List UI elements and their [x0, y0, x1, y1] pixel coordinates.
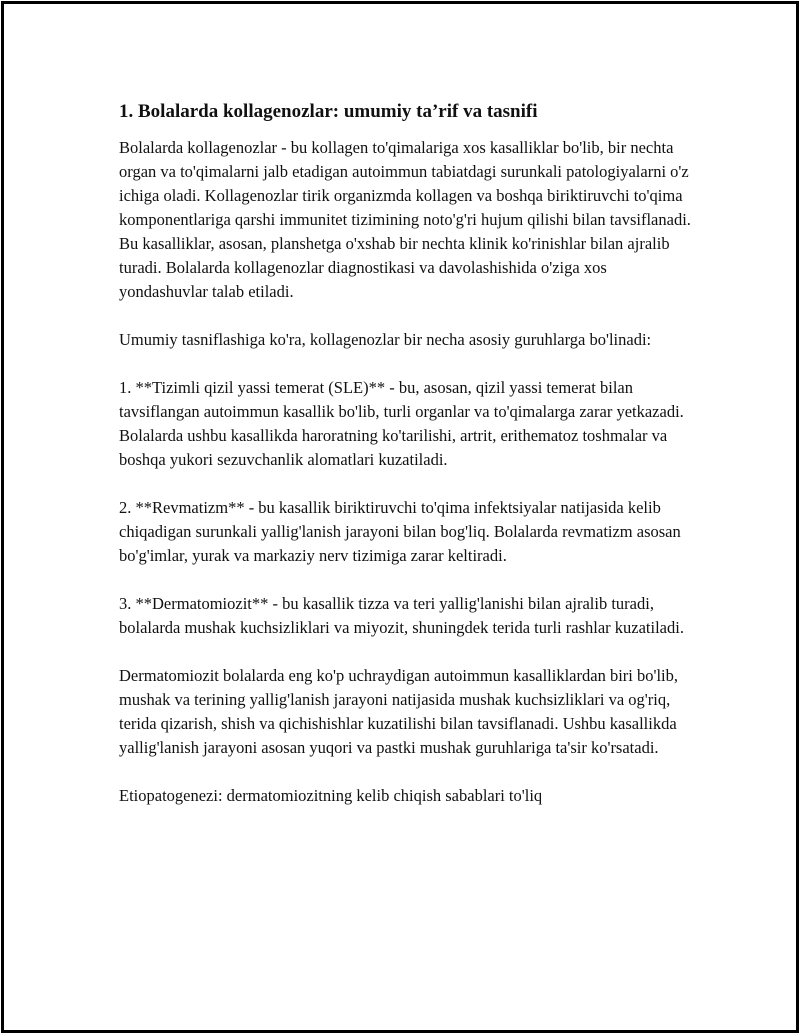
page-frame — [1, 1, 799, 1033]
paragraph-etiopathogenesis: Etiopatogenezi: dermatomiozitning kelib chiqish sabablari to'liq — [119, 786, 543, 805]
paragraph-rheumatism: 2. **Revmatizm** - bu kasallik biriktiruvchi to'qima infektsiyalar natijasida kelib chiqadigan surunkali yallig'lanish jarayoni bilan bog'liq. Bolalarda revmatizm asosan bo'g'imlar, yurak va markaziy nerv tizimiga zarar keltiradi. — [119, 498, 681, 565]
paragraph-sle: 1. **Tizimli qizil yassi temerat (SLE)** - bu, asosan, qizil yassi temerat bilan tavsiflangan autoimmun kasallik bo'lib, turli organlar va to'qimalarga zarar yetkazadi. Bolalarda ushbu kasallikda haroratning ko'tarilishi, artrit, erithematoz toshmalar va boshqa yukori sezuvchanlik alomatlari kuzatiladi. — [119, 378, 684, 469]
paragraph-classification: Umumiy tasniflashiga ko'ra, kollagenozlar bir necha asosiy guruhlarga bo'linadi: — [119, 330, 652, 349]
paragraph-dermatomyositis-details: Dermatomiozit bolalarda eng ko'p uchraydigan autoimmun kasalliklardan biri bo'lib, mushak va terining yallig'lanish jarayoni natijasida mushak kuchsizliklari va og'riq, terida qizarish, shish va qichishishlar kuzatilishi bilan tavsiflanadi. Ushbu kasallikda yallig'lanish jarayoni asosan yuqori va pastki mushak guruhlariga ta'sir ko'rsatadi. — [119, 666, 679, 757]
paragraph-dermatomyositis: 3. **Dermatomiozit** - bu kasallik tizza va teri yallig'lanishi bilan ajralib turadi, bolalarda mushak kuchsizliklari va miyozit, shuningdek terida turli rashlar kuzatiladi. — [119, 594, 684, 637]
document-body — [119, 100, 699, 808]
paragraph-intro: Bolalarda kollagenozlar - bu kollagen to'qimalariga xos kasalliklar bo'lib, bir nechta organ va to'qimalarni jalb etadigan autoimmun tabiatdagi surunkali patologiyalarni o'z ichiga oladi. Kollagenozlar tirik organizmda kollagen va boshqa biriktiruvchi to'qima komponentlariga qarshi immunitet tizimining noto'g'ri hujum qilishi bilan tavsiflanadi. Bu kasalliklar, asosan, planshetga o'xshab bir nechta klinik ko'rinishlar bilan ajralib turadi. Bolalarda kollagenozlar diagnostikasi va davolashishida o'ziga xos yondashuvlar talab etiladi. — [119, 138, 691, 301]
section-heading: 1. Bolalarda kollagenozlar: umumiy ta’rif va tasnifi — [119, 101, 538, 122]
